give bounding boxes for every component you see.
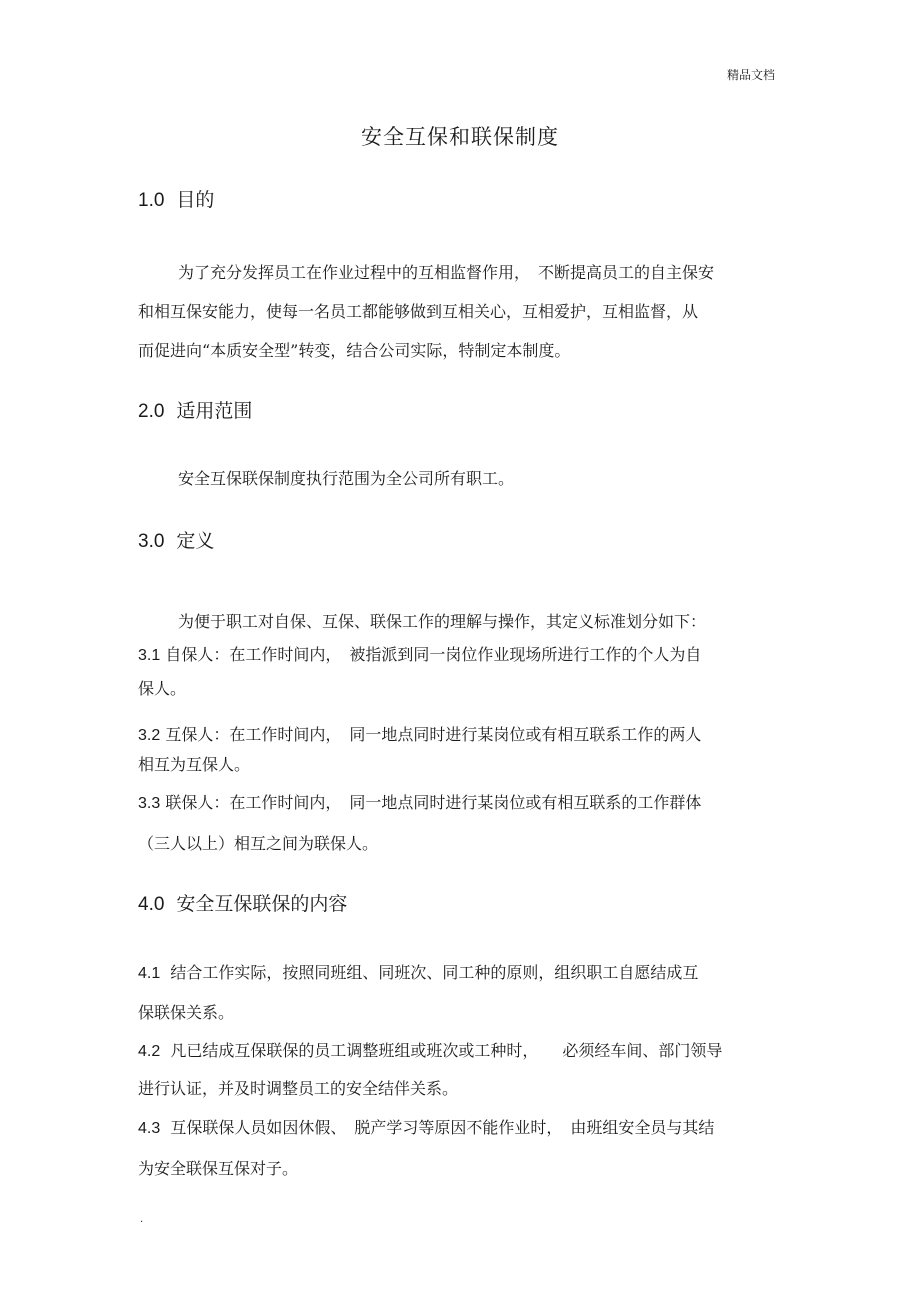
section-number: 1.0 [138,190,165,211]
list-item [138,960,698,983]
list-item [138,642,701,665]
section-heading-3 [138,526,214,553]
definition-intro: 为便于职工对自保、互保、联保工作的理解与操作，其定义标准划分如下： [178,612,707,631]
page-title: 安全互保和联保制度 [361,125,559,149]
list-item-continuation: 进行认证，并及时调整员工的安全结伴关系。 [138,1079,459,1098]
item-number: 4.3 [138,1120,161,1137]
item-text: 凡已结成互保联保的员工调整班组或班次或工种时， 必须经车间、部门领导 [170,1041,723,1060]
list-item-continuation: 保人。 [138,679,187,698]
list-item-continuation: 相互为互保人。 [138,755,251,774]
section-heading-1 [138,185,214,212]
section-heading-4 [138,889,347,916]
item-number: 3.2 [138,727,161,744]
section-title: 适用范围 [176,400,253,422]
list-item [138,722,701,745]
paragraph-line: 安全互保联保制度执行范围为全公司所有职工。 [178,469,515,488]
item-number: 3.1 [138,647,161,664]
section-number: 3.0 [138,531,165,552]
item-text: 结合工作实际，按照同班组、同班次、同工种的原则，组织职工自愿结成互 [170,963,699,982]
list-item [138,1038,722,1061]
item-text: 互保联保人员如因休假、 脱产学习等原因不能作业时， 由班组安全员与其结 [170,1118,715,1137]
item-text: 互保人：在工作时间内， 同一地点同时进行某岗位或有相互联系工作的两人 [165,725,702,744]
item-text: 自保人：在工作时间内， 被指派到同一岗位作业现场所进行工作的个人为自 [165,645,702,664]
item-number: 4.2 [138,1043,161,1060]
footer-dot: . [140,1214,144,1225]
paragraph-line: 和相互保安能力，使每一名员工都能够做到互相关心，互相爱护，互相监督，从 [138,302,699,321]
list-item-continuation: 保联保关系。 [138,1003,235,1022]
section-heading-2 [138,396,252,423]
paragraph-line: 而促进向“本质安全型”转变，结合公司实际，特制定本制度。 [138,341,571,360]
section-title: 目的 [176,189,215,211]
item-number: 3.3 [138,795,161,812]
section-title: 安全互保联保的内容 [176,893,348,915]
list-item [138,790,701,813]
list-item [138,1115,714,1138]
list-item-continuation: （三人以上）相互之间为联保人。 [138,834,379,853]
section-number: 4.0 [138,894,165,915]
section-number: 2.0 [138,401,165,422]
item-text: 联保人：在工作时间内， 同一地点同时进行某岗位或有相互联系的工作群体 [165,793,702,812]
item-number: 4.1 [138,965,161,982]
list-item-continuation: 为安全联保互保对子。 [138,1159,299,1178]
header-mark: 精品文档 [727,68,776,82]
paragraph-line: 为了充分发挥员工在作业过程中的互相监督作用， 不断提高员工的自主保安 [178,263,715,282]
section-title: 定义 [176,530,215,552]
